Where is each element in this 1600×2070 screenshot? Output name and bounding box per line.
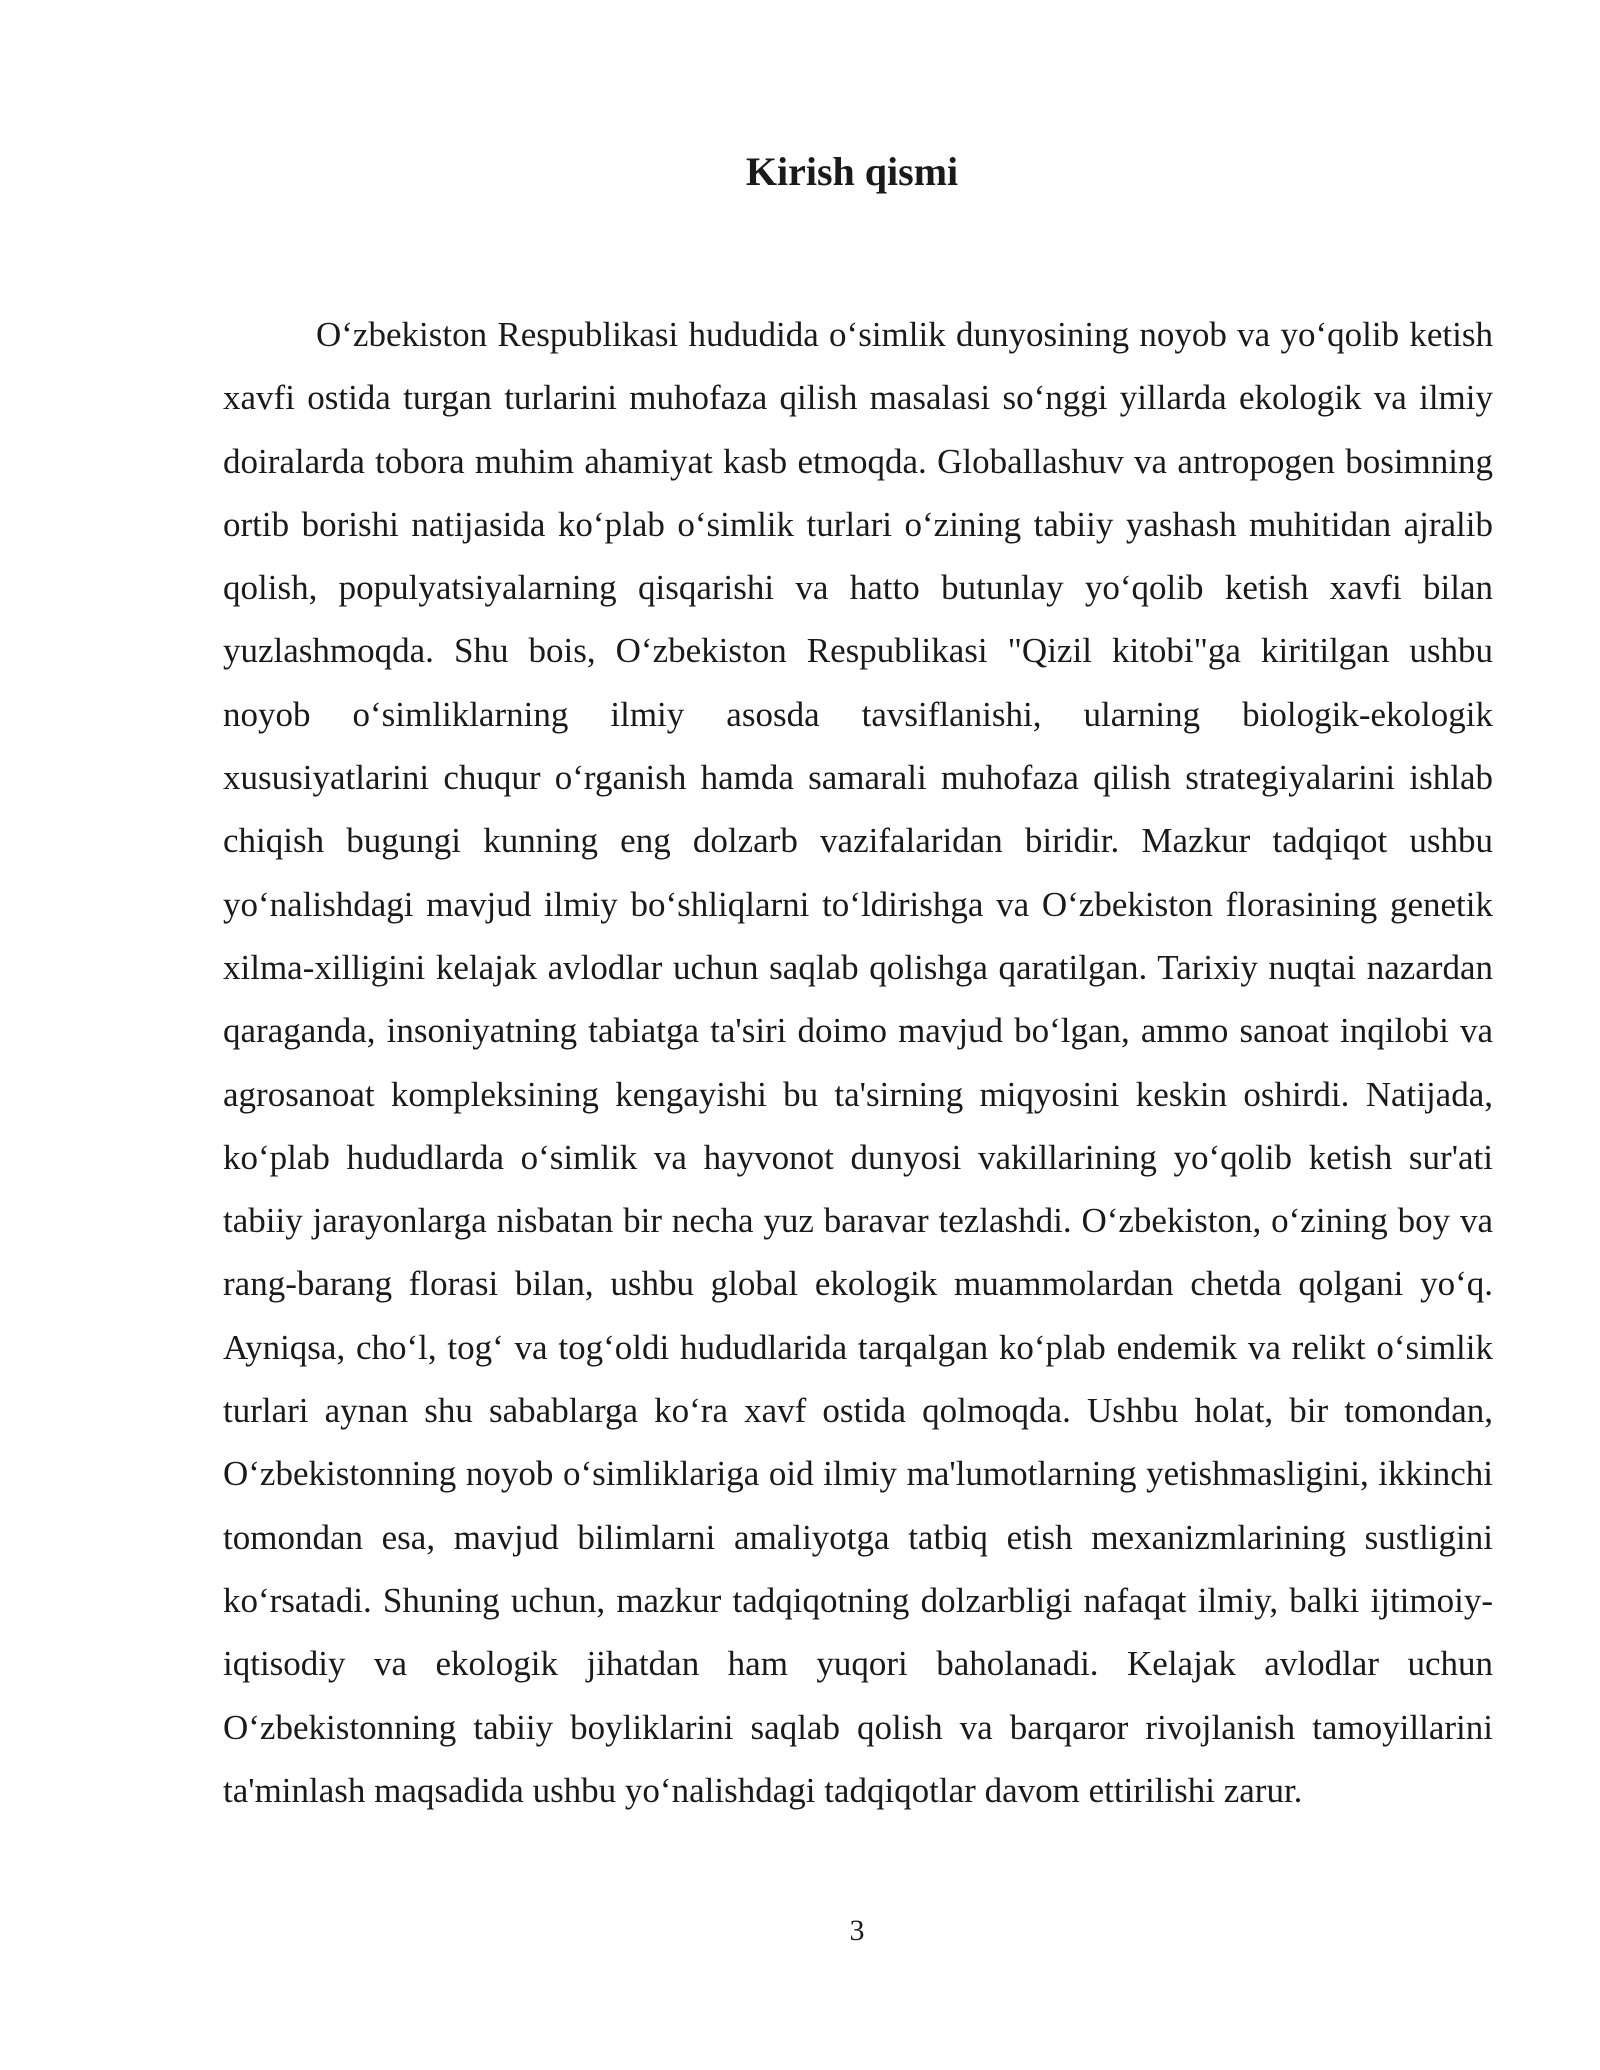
page-number: 3	[849, 1914, 865, 1947]
body-paragraph: Oʻzbekiston Respublikasi hududida oʻsimlik dunyosining noyob va yoʻqolib ketish xavfi ostida turgan turlarini muhofaza qilish masalasi soʻnggi yillarda ekologik va ilmiy doiralarda tobora muhim ahamiyat kasb etmoqda. Globallashuv va antropogen bosimning ortib borishi natijasida koʻplab oʻsimlik turlari oʻzining tabiiy yashash muhitidan ajralib qolish, populyatsiyalarning qisqarishi va hatto butunlay yoʻqolib ketish xavfi bilan yuzlashmoqda. Shu bois, Oʻzbekiston Respublikasi "Qizil kitobi"ga kiritilgan ushbu noyob oʻsimliklarning ilmiy asosda tavsiflanishi, ularning biologik-ekologik xususiyatlarini chuqur oʻrganish hamda samarali muhofaza qilish strategiyalarini ishlab chiqish bugungi kunning eng dolzarb vazifalaridan biridir. Mazkur tadqiqot ushbu yoʻnalishdagi mavjud ilmiy boʻshliqlarni toʻldirishga va Oʻzbekiston florasining genetik xilma-xilligini kelajak avlodlar uchun saqlab qolishga qaratilgan. Tarixiy nuqtai nazardan qaraganda, insoniyatning tabiatga ta'siri doimo mavjud boʻlgan, ammo sanoat inqilobi va agrosanoat kompleksining kengayishi bu ta'sirning miqyosini keskin oshirdi. Natijada, koʻplab hududlarda oʻsimlik va hayvonot dunyosi vakillarining yoʻqolib ketish sur'ati tabiiy jarayonlarga nisbatan bir necha yuz baravar tezlashdi. Oʻzbekiston, oʻzining boy va rang-barang florasi bilan, ushbu global ekologik muammolardan chetda qolgani yoʻq. Ayniqsa, choʻl, togʻ va togʻoldi hududlarida tarqalgan koʻplab endemik va relikt oʻsimlik turlari aynan shu sabablarga koʻra xavf ostida qolmoqda. Ushbu holat, bir tomondan, Oʻzbekistonning noyob oʻsimliklariga oid ilmiy ma'lumotlarning yetishmasligini, ikkinchi tomondan esa, mavjud bilimlarni amaliyotga tatbiq etish mexanizmlarining sustligini koʻrsatadi. Shuning uchun, mazkur tadqiqotning dolzarbligi nafaqat ilmiy, balki ijtimoiy-iqtisodiy va ekologik jihatdan ham yuqori baholanadi. Kelajak avlodlar uchun Oʻzbekistonning tabiiy boyliklarini saqlab qolish va barqaror rivojlanish tamoyillarini ta'minlash maqsadida ushbu yoʻnalishdagi tadqiqotlar davom ettirilishi zarur.	[223, 315, 1493, 1810]
page-title: Kirish qismi	[745, 149, 959, 194]
